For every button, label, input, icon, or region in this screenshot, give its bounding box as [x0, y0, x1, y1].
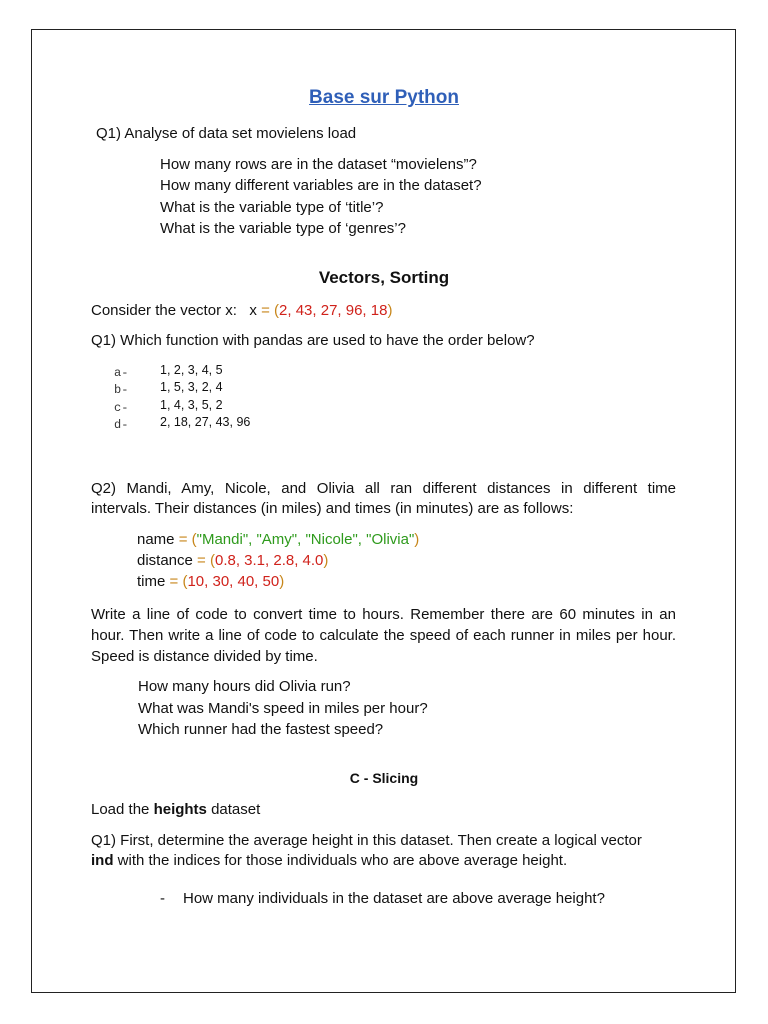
option-label: d- — [114, 418, 129, 432]
option-d — [114, 415, 128, 433]
slicing-question-rest: with the indices for those individuals who are above average height. — [117, 852, 568, 869]
vectors-sorting-heading: Vectors, Sorting — [318, 268, 450, 287]
runner-subquestion: What was Mandi's speed in miles per hour? — [138, 700, 428, 717]
movielens-question: Q1) Analyse of data set movielens load — [96, 125, 357, 142]
movielens-subquestion: How many different variables are in the dataset? — [160, 177, 482, 194]
close-paren: ) — [387, 302, 393, 319]
movielens-subquestion: How many rows are in the dataset “movielens”? — [160, 156, 477, 173]
write-code-instructions: Write a line of code to convert time to hours. Remember there are 60 minutes in an hour. Then write a line of code to calculate the speed of each runner in miles per hour. Speed is distance divided by time. — [91, 606, 676, 665]
bullet-question: How many individuals in the dataset are above average height? — [183, 890, 605, 907]
slicing-question-line2 — [91, 852, 567, 869]
pandas-question: Q1) Which function with pandas are used to have the order below? — [91, 332, 535, 349]
option-value: 1, 5, 3, 2, 4 — [160, 380, 223, 394]
movielens-subquestion: What is the variable type of ‘title’? — [160, 199, 384, 216]
option-value: 2, 18, 27, 43, 96 — [160, 415, 251, 429]
option-label: c- — [114, 401, 129, 415]
option-b — [114, 380, 128, 398]
load-heights-line — [91, 801, 260, 818]
slicing-question-line1: Q1) First, determine the average height in this dataset. Then create a logical vector — [91, 832, 642, 849]
movielens-subquestion: What is the variable type of ‘genres’? — [160, 220, 406, 237]
ind-bold: ind — [91, 852, 114, 869]
code-distance-line: distance = (0.8, 3.1, 2.8, 4.0) — [137, 552, 329, 569]
code-distance-label: distance — [137, 552, 193, 569]
runners-question-line2: intervals. Their distances (in miles) and times (in minutes) are as follows: — [91, 500, 574, 517]
option-value: 1, 2, 3, 4, 5 — [160, 363, 223, 377]
vector-values: 2, 43, 27, 96, 18 — [279, 302, 388, 319]
page-title: Base sur Python — [309, 87, 459, 108]
option-c — [114, 398, 128, 416]
vector-definition — [91, 302, 392, 319]
code-distance-values: 0.8, 3.1, 2.8, 4.0 — [214, 552, 324, 569]
code-time-label: time — [137, 573, 166, 590]
option-label: a- — [114, 366, 129, 380]
consider-text: Consider the vector x: — [91, 302, 237, 319]
bullet-dash: - — [160, 890, 165, 907]
code-name-values: "Mandi", "Amy", "Nicole", "Olivia" — [196, 531, 415, 548]
option-label: b- — [114, 383, 129, 397]
runner-subquestion: How many hours did Olivia run? — [138, 678, 351, 695]
assign-operator: = — [261, 302, 270, 319]
slicing-heading: C - Slicing — [349, 770, 419, 786]
load-bold: heights — [153, 801, 207, 818]
option-value: 1, 4, 3, 5, 2 — [160, 398, 223, 412]
runners-question-line1: Q2) Mandi, Amy, Nicole, and Olivia all ran different distances in different time — [91, 480, 676, 497]
code-time-line: time = (10, 30, 40, 50) — [137, 573, 285, 590]
vector-name: x — [249, 302, 257, 319]
load-post: dataset — [211, 801, 261, 818]
code-name-label: name — [137, 531, 175, 548]
runner-subquestion: Which runner had the fastest speed? — [138, 721, 384, 738]
open-paren: ( — [274, 302, 280, 319]
code-time-values: 10, 30, 40, 50 — [187, 573, 280, 590]
code-name-line: name = ("Mandi", "Amy", "Nicole", "Olivia") — [137, 531, 420, 548]
load-pre: Load the — [91, 801, 150, 818]
option-a — [114, 363, 128, 381]
